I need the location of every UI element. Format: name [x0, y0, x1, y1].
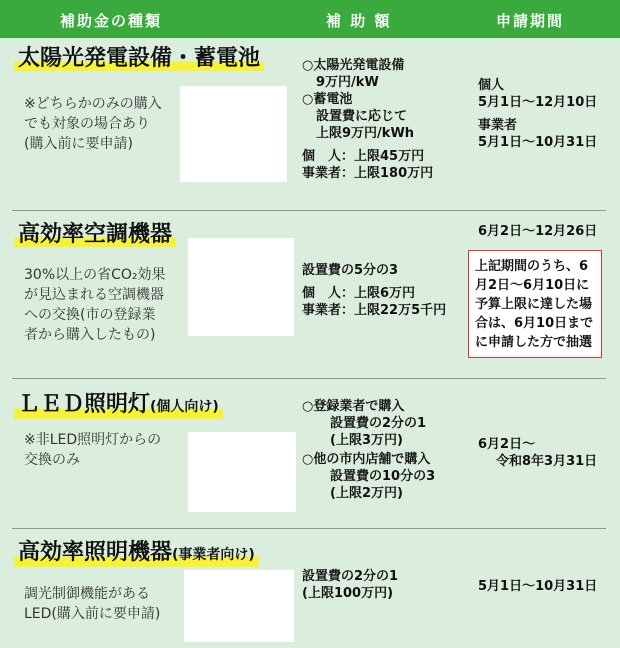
row-note-aircon: 30%以上の省CO₂効果 が見込まれる空調機器 への交換(市の登録業 者から購入したもの) — [24, 267, 166, 343]
image-placeholder — [184, 570, 294, 642]
row-amount-led: ○登録業者で購入 設置費の2分の1 (上限3万円) ○他の市内店舗で購入 設置費の10分の3 (上限2万円) — [302, 399, 436, 501]
row-title-aircon: 高効率空調機器 — [14, 220, 176, 250]
row-period-aircon: 6月2日～12月26日 — [478, 224, 598, 239]
header-amount: 補 助 額 — [326, 12, 392, 30]
table-header — [0, 0, 620, 38]
row-divider — [12, 528, 606, 529]
row-amount-aircon: 設置費の5分の3 個 人：上限6万円 事業者：上限22万5千円 — [302, 263, 447, 318]
header-period: 申請期間 — [496, 12, 565, 30]
image-placeholder — [188, 238, 294, 336]
image-placeholder — [188, 432, 296, 512]
row-title-led: ＬＥＤ照明灯(個人向け) — [14, 390, 223, 422]
row-note-solar: ※どちらかのみの購入 でも対象の場合あり (購入前に要申請) — [24, 96, 162, 152]
row-period-solar: 個人 5月1日～12月10日 事業者 5月1日～10月31日 — [478, 78, 598, 150]
row-period-led: 6月2日～ 令和8年3月31日 — [478, 437, 598, 469]
row-amount-lighting: 設置費の2分の1 (上限100万円) — [302, 569, 399, 601]
row-divider — [12, 210, 606, 211]
lottery-note: 上記期間のうち、6月2日～6月10日に予算上限に達した場合は、6月10日までに申請した方で抽選 — [468, 250, 602, 358]
row-title-solar: 太陽光発電設備・蓄電池 — [14, 44, 264, 74]
row-amount-solar: ○太陽光発電設備 9万円/kW ○蓄電池 設置費に応じて 上限9万円/kWh 個 人：上限45万円 事業者：上限180万円 — [302, 58, 434, 181]
row-title-lighting: 高効率照明機器(事業者向け) — [14, 538, 259, 570]
row-period-lighting: 5月1日～10月31日 — [478, 579, 598, 594]
header-type: 補助金の種類 — [60, 12, 163, 30]
row-divider — [12, 378, 606, 379]
image-placeholder — [180, 86, 287, 182]
row-note-led: ※非LED照明灯からの 交換のみ — [24, 432, 162, 468]
row-note-lighting: 調光制御機能がある LED(購入前に要申請) — [24, 586, 161, 622]
